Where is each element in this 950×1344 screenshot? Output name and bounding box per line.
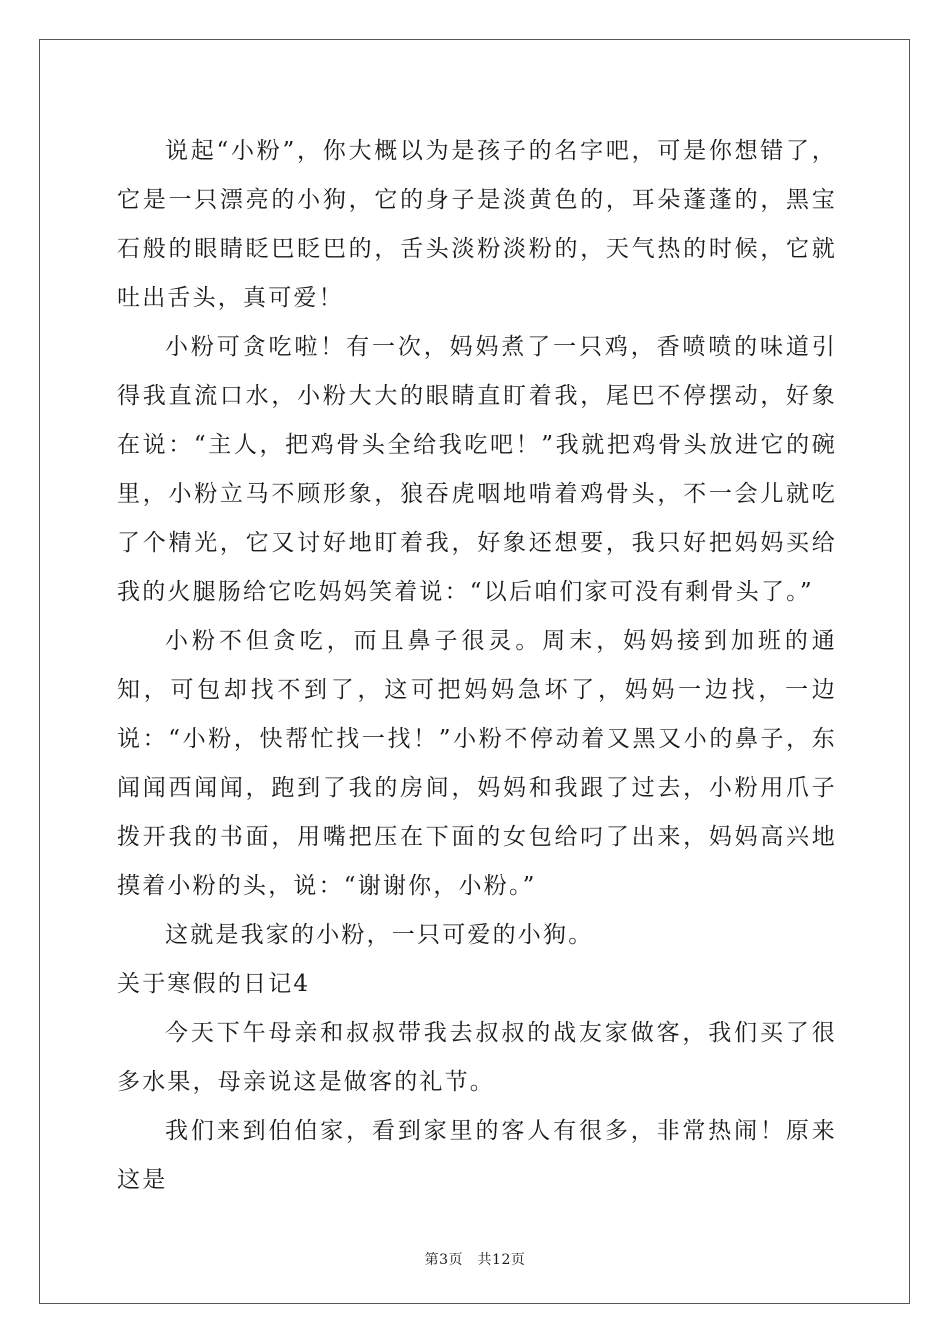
- paragraph-6: 我们来到伯伯家，看到家里的客人有很多，非常热闹！原来这是: [117, 1118, 837, 1193]
- paragraph-4: 这就是我家的小粉，一只可爱的小狗。: [165, 922, 594, 948]
- paragraph-2: 小粉可贪吃啦！有一次，妈妈煮了一只鸡，香喷喷的味道引得我直流口水，小粉大大的眼睛直盯着我，尾巴不停摆动，好象在说：“主人，把鸡骨头全给我吃吧！”我就把鸡骨头放进它的碗里，小粉立马不顾形象，狼吞虎咽地啃着鸡骨头，不一会儿就吃了个精光，它又讨好地盯着我，好象还想要，我只好把妈妈买给我的火腿肠给它吃妈妈笑着说：“以后咱们家可没有剩骨头了。”: [117, 334, 837, 605]
- paragraph-3: 小粉不但贪吃，而且鼻子很灵。周末，妈妈接到加班的通知，可包却找不到了，这可把妈妈急坏了，妈妈一边找，一边说：“小粉，快帮忙找一找！”小粉不停动着又黑又小的鼻子，东闻闻西闻闻，跑到了我的房间，妈妈和我跟了过去，小粉用爪子拨开我的书面，用嘴把压在下面的女包给叼了出来，妈妈高兴地摸着小粉的头，说：“谢谢你，小粉。”: [117, 628, 837, 899]
- paragraph-1: 说起“小粉”，你大概以为是孩子的名字吧，可是你想错了，它是一只漂亮的小狗，它的身子是淡黄色的，耳朵蓬蓬的，黑宝石般的眼睛眨巴眨巴的，舌头淡粉淡粉的，天气热的时候，它就吐出舌头，真可爱！: [117, 138, 837, 311]
- page-number-footer: 第3页 共12页: [424, 1252, 526, 1268]
- section-heading: 关于寒假的日记4: [117, 971, 311, 997]
- paragraph-5: 今天下午母亲和叔叔带我去叔叔的战友家做客，我们买了很多水果，母亲说这是做客的礼节。: [117, 1020, 837, 1095]
- document-body: [117, 127, 837, 1205]
